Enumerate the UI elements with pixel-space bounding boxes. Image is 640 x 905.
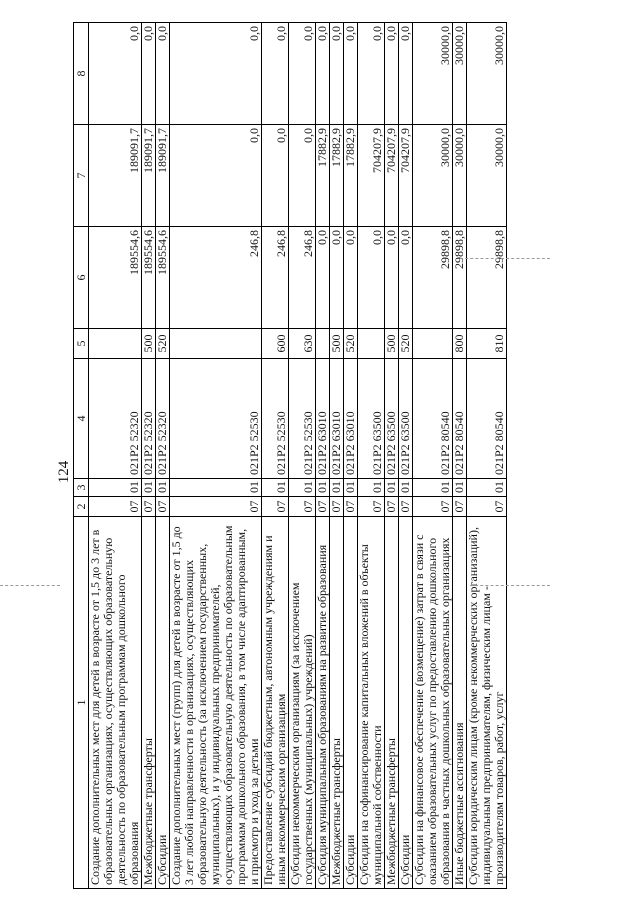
row-amount-col7: 30000,0 (467, 125, 507, 227)
row-amount-col7: 17882,9 (330, 125, 344, 227)
row-name: Создание дополнительных мест для детей в возрасте от 1,5 до 3 лет в образовательных организациях, осуществляющих образовательную деятельность по образовательным программам дошкольного образования (89, 517, 142, 889)
column-header-5: 5 (74, 329, 89, 359)
row-amount-col7: 0,0 (289, 125, 316, 227)
column-header-1: 1 (74, 517, 89, 889)
row-target-article: 021P2 52530 (170, 359, 262, 479)
row-section-code: 07 (262, 497, 289, 517)
row-amount-col6: 29898,8 (453, 227, 467, 329)
row-expense-type: 500 (142, 329, 156, 359)
row-amount-col6: 189554,6 (89, 227, 142, 329)
row-subsection-code: 01 (385, 479, 399, 497)
row-subsection-code: 01 (316, 479, 330, 497)
row-name: Межбюджетные трансферты (330, 517, 344, 889)
row-target-article: 021P2 63010 (316, 359, 330, 479)
row-target-article: 021P2 80540 (453, 359, 467, 479)
table-row (358, 23, 385, 889)
row-amount-col8: 0,0 (156, 23, 170, 125)
header-row (74, 23, 89, 889)
column-header-6: 6 (74, 227, 89, 329)
row-target-article: 021P2 63500 (358, 359, 385, 479)
row-amount-col7: 704207,9 (385, 125, 399, 227)
row-amount-col6: 246,8 (289, 227, 316, 329)
row-expense-type: 600 (262, 329, 289, 359)
row-target-article: 021P2 63010 (344, 359, 358, 479)
table-row (170, 23, 262, 889)
row-target-article: 021P2 63010 (330, 359, 344, 479)
row-section-code: 07 (289, 497, 316, 517)
row-amount-col8: 0,0 (89, 23, 142, 125)
row-amount-col8: 0,0 (262, 23, 289, 125)
row-amount-col7: 189091,7 (142, 125, 156, 227)
row-amount-col6: 0,0 (344, 227, 358, 329)
row-amount-col8: 0,0 (399, 23, 413, 125)
row-subsection-code: 01 (467, 479, 507, 497)
row-amount-col8: 0,0 (330, 23, 344, 125)
row-amount-col7: 17882,9 (316, 125, 330, 227)
row-section-code: 07 (358, 497, 385, 517)
row-amount-col7: 189091,7 (156, 125, 170, 227)
row-section-code: 07 (467, 497, 507, 517)
row-section-code: 07 (385, 497, 399, 517)
table-body (89, 23, 507, 889)
row-name: Субсидии (344, 517, 358, 889)
row-target-article: 021P2 80540 (467, 359, 507, 479)
row-subsection-code: 01 (344, 479, 358, 497)
row-subsection-code: 01 (170, 479, 262, 497)
row-subsection-code: 01 (142, 479, 156, 497)
table-row (289, 23, 316, 889)
table-row (142, 23, 156, 889)
column-header-4: 4 (74, 359, 89, 479)
row-name: Субсидии (156, 517, 170, 889)
row-subsection-code: 01 (289, 479, 316, 497)
row-name: Предоставление субсидий бюджетным, автономным учреждениям и иным некоммерческим организациям (262, 517, 289, 889)
row-amount-col6: 0,0 (399, 227, 413, 329)
row-expense-type: 810 (467, 329, 507, 359)
row-target-article: 021P2 52320 (142, 359, 156, 479)
row-target-article: 021P2 52320 (156, 359, 170, 479)
row-expense-type: 520 (344, 329, 358, 359)
row-expense-type (170, 329, 262, 359)
row-expense-type: 520 (399, 329, 413, 359)
row-amount-col6: 189554,6 (156, 227, 170, 329)
row-amount-col7: 0,0 (262, 125, 289, 227)
row-name: Субсидии юридическим лицам (кроме некоммерческих организаций), индивидуальным предпринимателям, физическим лицам - производителям товаров, работ, услуг (467, 517, 507, 889)
scan-artifact-line (460, 258, 550, 259)
row-subsection-code: 01 (453, 479, 467, 497)
row-subsection-code: 01 (399, 479, 413, 497)
row-amount-col6: 0,0 (358, 227, 385, 329)
budget-table (73, 22, 507, 889)
column-header-8: 8 (74, 23, 89, 125)
column-header-3: 3 (74, 479, 89, 497)
row-amount-col8: 0,0 (142, 23, 156, 125)
row-section-code: 07 (316, 497, 330, 517)
row-amount-col8: 30000,0 (467, 23, 507, 125)
row-name: Иные бюджетные ассигнования (453, 517, 467, 889)
row-amount-col8: 0,0 (385, 23, 399, 125)
table-row (344, 23, 358, 889)
row-amount-col7: 704207,9 (358, 125, 385, 227)
row-expense-type (316, 329, 330, 359)
row-expense-type: 800 (453, 329, 467, 359)
row-name: Межбюджетные трансферты (142, 517, 156, 889)
row-amount-col8: 0,0 (289, 23, 316, 125)
row-subsection-code: 01 (156, 479, 170, 497)
row-target-article: 021P2 63500 (385, 359, 399, 479)
row-name: Субсидии на финансовое обеспечение (возмещение) затрат в связи с оказанием образовательных услуг по предоставлению дошкольного образования в частных дошкольных образовательных организациях (413, 517, 453, 889)
row-name: Межбюджетные трансферты (385, 517, 399, 889)
row-target-article: 021P2 52530 (262, 359, 289, 479)
row-amount-col7: 30000,0 (453, 125, 467, 227)
row-amount-col6: 246,8 (170, 227, 262, 329)
row-amount-col7: 704207,9 (399, 125, 413, 227)
column-header-2: 2 (74, 497, 89, 517)
table-row (467, 23, 507, 889)
row-name: Субсидии на софинансирование капитальных вложений в объекты муниципальной собственности (358, 517, 385, 889)
row-target-article: 021P2 52320 (89, 359, 142, 479)
row-amount-col6: 0,0 (385, 227, 399, 329)
row-expense-type (89, 329, 142, 359)
row-amount-col7: 30000,0 (413, 125, 453, 227)
table-row (413, 23, 453, 889)
row-name: Субсидия муниципальным образованиям на развитие образования (316, 517, 330, 889)
row-expense-type: 500 (330, 329, 344, 359)
row-amount-col7: 0,0 (170, 125, 262, 227)
row-amount-col6: 0,0 (330, 227, 344, 329)
table-row (453, 23, 467, 889)
row-amount-col8: 30000,0 (453, 23, 467, 125)
row-section-code: 07 (89, 497, 142, 517)
row-section-code: 07 (142, 497, 156, 517)
row-amount-col8: 0,0 (358, 23, 385, 125)
row-name: Субсидии некоммерческим организациям (за исключением государственных (муниципальных) учреждений) (289, 517, 316, 889)
row-target-article: 021P2 52530 (289, 359, 316, 479)
row-section-code: 07 (330, 497, 344, 517)
row-expense-type: 520 (156, 329, 170, 359)
row-name: Создание дополнительных мест (групп) для детей в возрасте от 1,5 до 3 лет любой направленности в организациях, осуществляющих образовательную деятельность (за исключением государственных, муниципальных), и у индивидуальных предпринимателей, осуществляющих образовательную деятельность по образовательным программам дошкольного образования, в том числе адаптированным, и присмотр и уход за детьми (170, 517, 262, 889)
row-expense-type: 630 (289, 329, 316, 359)
row-section-code: 07 (399, 497, 413, 517)
row-subsection-code: 01 (262, 479, 289, 497)
table-row (330, 23, 344, 889)
row-section-code: 07 (453, 497, 467, 517)
row-amount-col6: 0,0 (316, 227, 330, 329)
row-amount-col6: 29898,8 (413, 227, 453, 329)
row-section-code: 07 (170, 497, 262, 517)
table-row (89, 23, 142, 889)
row-amount-col7: 189091,7 (89, 125, 142, 227)
row-amount-col6: 29898,8 (467, 227, 507, 329)
row-subsection-code: 01 (358, 479, 385, 497)
table-row (399, 23, 413, 889)
row-amount-col6: 189554,6 (142, 227, 156, 329)
row-section-code: 07 (156, 497, 170, 517)
row-amount-col8: 0,0 (170, 23, 262, 125)
row-subsection-code: 01 (89, 479, 142, 497)
row-amount-col8: 0,0 (344, 23, 358, 125)
row-section-code: 07 (413, 497, 453, 517)
page-number: 124 (56, 460, 72, 484)
row-name: Субсидии (399, 517, 413, 889)
scan-artifact-line (470, 585, 550, 586)
row-target-article: 021P2 63500 (399, 359, 413, 479)
table-row (156, 23, 170, 889)
row-subsection-code: 01 (330, 479, 344, 497)
table-row (385, 23, 399, 889)
row-amount-col6: 246,8 (262, 227, 289, 329)
scan-artifact-line (0, 585, 60, 586)
row-section-code: 07 (344, 497, 358, 517)
row-amount-col8: 30000,0 (413, 23, 453, 125)
row-target-article: 021P2 80540 (413, 359, 453, 479)
row-expense-type: 500 (385, 329, 399, 359)
table-row (262, 23, 289, 889)
row-amount-col7: 17882,9 (344, 125, 358, 227)
row-subsection-code: 01 (413, 479, 453, 497)
row-amount-col8: 0,0 (316, 23, 330, 125)
column-header-7: 7 (74, 125, 89, 227)
row-expense-type (413, 329, 453, 359)
row-expense-type (358, 329, 385, 359)
table-row (316, 23, 330, 889)
